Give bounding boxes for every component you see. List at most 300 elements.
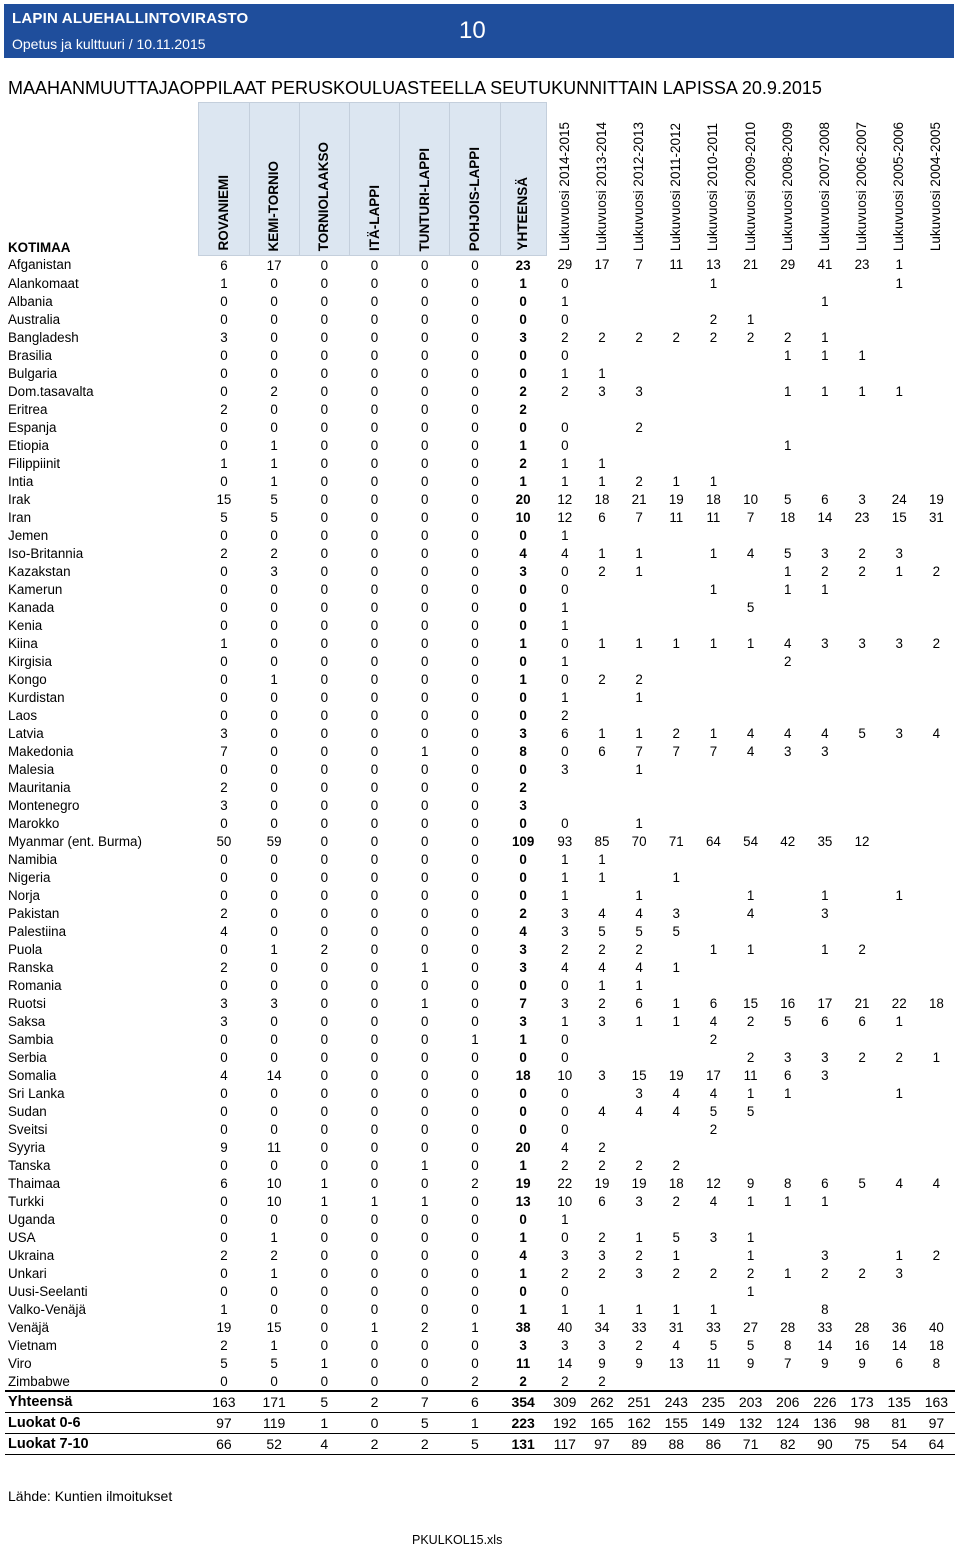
table-cell: 0	[370, 455, 379, 471]
table-cell	[806, 1228, 843, 1246]
country-name: Romania	[8, 977, 62, 993]
table-cell: 15	[891, 509, 907, 525]
table-cell: 4	[746, 905, 755, 921]
table-cell: 4	[895, 1175, 903, 1191]
table-cell: 1	[821, 1193, 829, 1209]
table-cell	[658, 436, 695, 454]
year-header-label: Lukuvuosi 2012-2013	[631, 122, 647, 252]
table-cell	[732, 1210, 769, 1228]
table-cell: 0	[421, 1211, 429, 1227]
table-cell: 0	[370, 509, 379, 525]
table-cell: 2	[598, 563, 606, 579]
table-cell: 3	[821, 1247, 829, 1263]
table-cell: 0	[220, 563, 228, 579]
table-cell: 0	[220, 1283, 228, 1299]
table-cell: 1	[821, 383, 829, 399]
table-cell: 0	[370, 653, 379, 669]
total-cell: 2	[519, 383, 527, 399]
table-cell	[583, 652, 620, 670]
table-cell	[695, 670, 732, 688]
table-cell: 0	[220, 581, 228, 597]
table-cell: 4	[220, 1067, 228, 1083]
table-cell	[806, 670, 843, 688]
table-cell: 2	[598, 1229, 606, 1245]
table-cell: 21	[854, 995, 870, 1011]
table-cell	[843, 886, 880, 904]
table-cell	[695, 922, 732, 940]
table-cell: 3	[784, 743, 792, 759]
country-name: Luokat 0-6	[5, 1413, 199, 1434]
table-cell: 3	[821, 905, 829, 921]
table-cell	[732, 850, 769, 868]
table-cell: 1	[821, 941, 829, 957]
table-cell: 2	[471, 1373, 479, 1389]
table-cell	[881, 1102, 918, 1120]
table-cell	[843, 526, 880, 544]
table-cell: 5	[672, 923, 680, 939]
table-cell: 0	[320, 1265, 329, 1281]
table-cell	[769, 1030, 806, 1048]
table-cell	[732, 688, 769, 706]
table-cell: 23	[854, 509, 870, 525]
table-cell: 1	[220, 1301, 228, 1317]
table-cell: 1	[635, 887, 643, 903]
country-name: Filippiinit	[8, 455, 61, 471]
file-name: PKULKOL15.xls	[412, 1533, 503, 1547]
table-cell: 81	[881, 1413, 918, 1434]
table-cell: 7	[220, 743, 228, 759]
table-cell	[843, 976, 880, 994]
table-row	[5, 976, 955, 994]
table-cell	[658, 778, 695, 796]
table-cell: 0	[471, 455, 479, 471]
country-name: Sudan	[8, 1103, 47, 1119]
table-row	[5, 940, 955, 958]
table-cell: 2	[932, 1247, 941, 1263]
table-cell: 0	[220, 689, 228, 705]
table-cell	[658, 364, 695, 382]
table-cell	[658, 274, 695, 292]
table-cell	[881, 832, 918, 850]
table-cell: 1	[270, 941, 278, 957]
table-cell	[806, 1372, 843, 1391]
table-cell	[769, 418, 806, 436]
table-cell: 0	[471, 419, 479, 435]
table-cell: 0	[421, 887, 429, 903]
table-cell: 0	[421, 905, 429, 921]
country-name: Syyria	[8, 1139, 46, 1155]
table-cell: 0	[320, 1319, 329, 1335]
table-cell: 1	[598, 851, 606, 867]
table-cell: 0	[320, 635, 329, 651]
table-cell: 0	[320, 689, 329, 705]
country-name: Kiina	[8, 635, 38, 651]
table-cell: 173	[843, 1391, 880, 1413]
table-cell	[732, 364, 769, 382]
table-cell: 0	[220, 1085, 228, 1101]
table-cell: 9	[220, 1139, 228, 1155]
total-cell: 0	[519, 887, 527, 903]
total-cell: 0	[519, 1049, 527, 1065]
table-cell	[881, 778, 918, 796]
table-cell	[621, 580, 658, 598]
table-cell: 0	[421, 1301, 429, 1317]
table-cell: 0	[270, 293, 278, 309]
table-row	[5, 1012, 955, 1030]
total-cell: 4	[519, 545, 527, 561]
table-cell	[843, 1120, 880, 1138]
table-cell: 0	[220, 1211, 228, 1227]
table-cell: 41	[817, 257, 833, 273]
table-cell: 6	[821, 491, 829, 507]
table-cell	[583, 814, 620, 832]
table-cell: 0	[471, 1013, 479, 1029]
table-cell	[843, 1138, 880, 1156]
table-cell: 1	[746, 941, 755, 957]
table-cell: 0	[421, 1175, 429, 1191]
table-cell: 1	[895, 1085, 903, 1101]
table-cell: 0	[471, 563, 479, 579]
table-cell: 0	[471, 1211, 479, 1227]
table-cell	[769, 958, 806, 976]
table-cell	[732, 706, 769, 724]
total-cell: 1	[519, 671, 527, 687]
table-cell	[583, 418, 620, 436]
table-cell: 0	[370, 275, 379, 291]
table-cell: 0	[561, 563, 569, 579]
table-cell	[732, 472, 769, 490]
table-cell: 0	[370, 1283, 379, 1299]
table-cell: 11	[706, 1355, 721, 1371]
table-cell: 0	[220, 1373, 228, 1389]
table-cell: 0	[561, 815, 569, 831]
table-cell: 0	[270, 1301, 278, 1317]
table-cell: 0	[370, 725, 379, 741]
table-row	[5, 346, 955, 364]
table-cell: 1	[421, 743, 429, 759]
year-header	[732, 103, 769, 256]
table-cell: 9	[746, 1175, 755, 1191]
table-cell: 1	[270, 473, 278, 489]
table-cell: 1	[561, 455, 569, 471]
table-cell	[806, 706, 843, 724]
table-cell	[583, 436, 620, 454]
table-cell: 0	[270, 689, 278, 705]
table-cell: 1	[784, 383, 792, 399]
table-cell: 1	[270, 455, 278, 471]
table-cell: 1	[561, 365, 569, 381]
table-cell: 0	[320, 599, 329, 615]
total-cell: 0	[519, 1103, 527, 1119]
table-cell: 2	[672, 1265, 680, 1281]
table-cell	[806, 1084, 843, 1102]
table-cell: 0	[471, 437, 479, 453]
table-cell	[732, 1138, 769, 1156]
table-cell: 5	[784, 1013, 792, 1029]
table-cell: 0	[270, 779, 278, 795]
table-cell: 0	[320, 977, 329, 993]
table-cell: 18	[928, 1337, 944, 1353]
table-cell	[806, 796, 843, 814]
table-cell: 117	[546, 1434, 583, 1455]
table-cell: 0	[220, 707, 228, 723]
table-cell: 1	[471, 1319, 479, 1335]
table-cell: 0	[421, 689, 429, 705]
table-cell: 15	[631, 1067, 647, 1083]
table-cell: 1	[895, 563, 903, 579]
table-cell: 4	[220, 923, 228, 939]
table-cell: 1	[858, 383, 866, 399]
total-cell: 11	[516, 1355, 531, 1371]
table-cell	[843, 364, 880, 382]
table-cell	[695, 1210, 732, 1228]
table-cell: 1	[598, 545, 606, 561]
table-cell	[658, 760, 695, 778]
total-cell: 38	[515, 1319, 531, 1335]
table-cell: 0	[561, 977, 569, 993]
table-cell: 2	[270, 545, 278, 561]
table-cell: 2	[709, 1031, 718, 1047]
table-cell: 1	[784, 563, 792, 579]
table-cell: 3	[598, 383, 606, 399]
country-name: Namibia	[8, 851, 58, 867]
table-cell: 0	[561, 275, 569, 291]
table-cell: 0	[471, 671, 479, 687]
table-cell: 21	[743, 257, 759, 273]
table-cell: 0	[320, 347, 329, 363]
table-cell: 1	[895, 1013, 903, 1029]
table-cell: 0	[370, 761, 379, 777]
table-cell: 1	[598, 635, 606, 651]
table-cell	[658, 598, 695, 616]
table-cell: 0	[421, 419, 429, 435]
table-cell: 0	[270, 959, 278, 975]
table-cell: 1	[709, 275, 718, 291]
table-cell: 3	[895, 545, 903, 561]
table-cell	[881, 616, 918, 634]
table-cell: 0	[471, 1049, 479, 1065]
table-cell	[769, 850, 806, 868]
table-cell: 0	[320, 1373, 329, 1389]
table-cell: 0	[421, 455, 429, 471]
table-cell	[843, 652, 880, 670]
table-cell: 1	[270, 1229, 278, 1245]
table-cell: 2	[400, 1434, 450, 1455]
table-cell: 82	[769, 1434, 806, 1455]
table-cell: 0	[421, 599, 429, 615]
table-cell	[621, 850, 658, 868]
table-row	[5, 274, 955, 292]
table-cell: 40	[557, 1319, 573, 1335]
table-cell	[695, 1138, 732, 1156]
table-row	[5, 364, 955, 382]
table-cell: 0	[471, 545, 479, 561]
table-cell: 16	[854, 1337, 870, 1353]
table-cell: 6	[220, 1175, 228, 1191]
table-cell: 0	[320, 1157, 329, 1173]
table-cell: 8	[784, 1337, 792, 1353]
table-cell	[881, 1156, 918, 1174]
table-cell: 0	[370, 635, 379, 651]
table-cell: 0	[320, 905, 329, 921]
table-cell	[843, 1372, 880, 1391]
country-name: Malesia	[8, 761, 55, 777]
table-cell: 17	[705, 1067, 721, 1083]
table-row	[5, 1174, 955, 1192]
table-cell: 54	[881, 1434, 918, 1455]
year-header-label: Lukuvuosi 2011-2012	[668, 123, 684, 252]
table-cell: 2	[635, 329, 643, 345]
total-cell: 0	[519, 653, 527, 669]
table-cell: 1	[784, 437, 792, 453]
table-cell: 71	[732, 1434, 769, 1455]
table-cell: 1	[672, 473, 680, 489]
table-cell: 0	[220, 671, 228, 687]
table-cell: 11	[743, 1067, 758, 1083]
table-row	[5, 868, 955, 886]
table-cell	[732, 436, 769, 454]
table-cell: 1	[270, 671, 278, 687]
table-cell: 36	[891, 1319, 907, 1335]
table-cell: 0	[320, 617, 329, 633]
table-cell: 0	[561, 1085, 569, 1101]
table-cell	[546, 778, 583, 796]
table-cell: 163	[199, 1391, 249, 1413]
table-cell: 4	[598, 959, 606, 975]
country-name: Ranska	[8, 959, 54, 975]
table-cell: 0	[370, 1139, 379, 1155]
table-cell: 6	[821, 1175, 829, 1191]
table-cell	[732, 418, 769, 436]
table-cell	[843, 310, 880, 328]
table-cell: 1	[561, 473, 569, 489]
table-cell: 3	[561, 1247, 569, 1263]
table-cell	[695, 688, 732, 706]
table-row	[5, 508, 955, 526]
table-cell: 0	[421, 1067, 429, 1083]
table-cell	[881, 760, 918, 778]
table-cell: 1	[821, 581, 829, 597]
table-cell: 0	[320, 1067, 329, 1083]
country-name: Sambia	[8, 1031, 54, 1047]
table-cell: 0	[370, 887, 379, 903]
table-cell	[843, 1210, 880, 1228]
table-cell: 0	[370, 689, 379, 705]
table-cell: 0	[320, 491, 329, 507]
table-cell: 3	[821, 1049, 829, 1065]
table-row	[5, 634, 955, 652]
country-name: Vietnam	[8, 1337, 57, 1353]
table-cell: 0	[561, 1049, 569, 1065]
table-cell: 3	[709, 1229, 718, 1245]
table-cell	[843, 922, 880, 940]
table-body	[5, 256, 955, 1455]
table-row	[5, 832, 955, 850]
table-cell: 2	[821, 563, 829, 579]
table-cell: 7	[709, 743, 718, 759]
table-cell: 149	[695, 1413, 732, 1434]
table-cell: 0	[370, 797, 379, 813]
region-header-label: TORNIOLAAKSO	[316, 141, 332, 251]
table-cell: 7	[746, 509, 755, 525]
table-cell: 0	[320, 383, 329, 399]
table-cell: 0	[471, 779, 479, 795]
table-cell: 98	[843, 1413, 880, 1434]
header-row	[5, 103, 955, 256]
table-cell: 0	[270, 1373, 278, 1389]
table-cell: 0	[471, 491, 479, 507]
table-cell: 6	[895, 1355, 903, 1371]
table-row	[5, 1120, 955, 1138]
table-cell: 0	[421, 1247, 429, 1263]
table-cell: 1	[421, 995, 429, 1011]
country-name: Kongo	[8, 671, 47, 687]
table-cell	[695, 1282, 732, 1300]
table-cell: 0	[370, 995, 379, 1011]
table-cell	[621, 598, 658, 616]
table-cell	[806, 418, 843, 436]
table-cell: 2	[709, 1265, 718, 1281]
country-name: Turkki	[8, 1193, 44, 1209]
table-cell: 10	[266, 1175, 282, 1191]
table-cell: 3	[895, 725, 903, 741]
table-cell: 7	[635, 257, 643, 273]
table-cell: 2	[746, 1049, 755, 1065]
table-cell: 1	[784, 1193, 792, 1209]
total-cell: 0	[519, 1211, 527, 1227]
table-cell	[881, 958, 918, 976]
table-cell: 1	[821, 329, 829, 345]
total-cell: 0	[519, 869, 527, 885]
table-cell: 59	[266, 833, 282, 849]
table-cell: 33	[631, 1319, 647, 1335]
table-cell: 0	[370, 959, 379, 975]
table-row	[5, 814, 955, 832]
table-cell	[695, 958, 732, 976]
table-cell: 0	[320, 725, 329, 741]
table-cell: 1	[598, 473, 606, 489]
table-cell	[843, 1030, 880, 1048]
country-name: Kenia	[8, 617, 43, 633]
table-cell: 0	[421, 1355, 429, 1371]
table-cell	[881, 940, 918, 958]
table-cell: 0	[320, 959, 329, 975]
table-cell: 2	[561, 383, 569, 399]
table-cell: 1	[561, 599, 569, 615]
table-row	[5, 1048, 955, 1066]
table-cell: 2	[672, 329, 680, 345]
table-cell: 0	[320, 1085, 329, 1101]
table-cell	[843, 778, 880, 796]
table-cell: 3	[561, 905, 569, 921]
table-cell: 0	[320, 1031, 329, 1047]
table-row	[5, 922, 955, 940]
table-cell	[881, 400, 918, 418]
total-cell: 7	[519, 995, 527, 1011]
table-cell	[621, 454, 658, 472]
table-cell	[881, 814, 918, 832]
table-row	[5, 562, 955, 580]
table-cell: 0	[220, 1103, 228, 1119]
table-cell	[621, 778, 658, 796]
table-cell	[732, 1030, 769, 1048]
table-cell: 2	[858, 545, 866, 561]
table-cell: 0	[320, 923, 329, 939]
table-cell: 2	[858, 941, 866, 957]
table-cell	[621, 1138, 658, 1156]
table-cell: 2	[709, 329, 718, 345]
table-cell: 5	[709, 1103, 718, 1119]
